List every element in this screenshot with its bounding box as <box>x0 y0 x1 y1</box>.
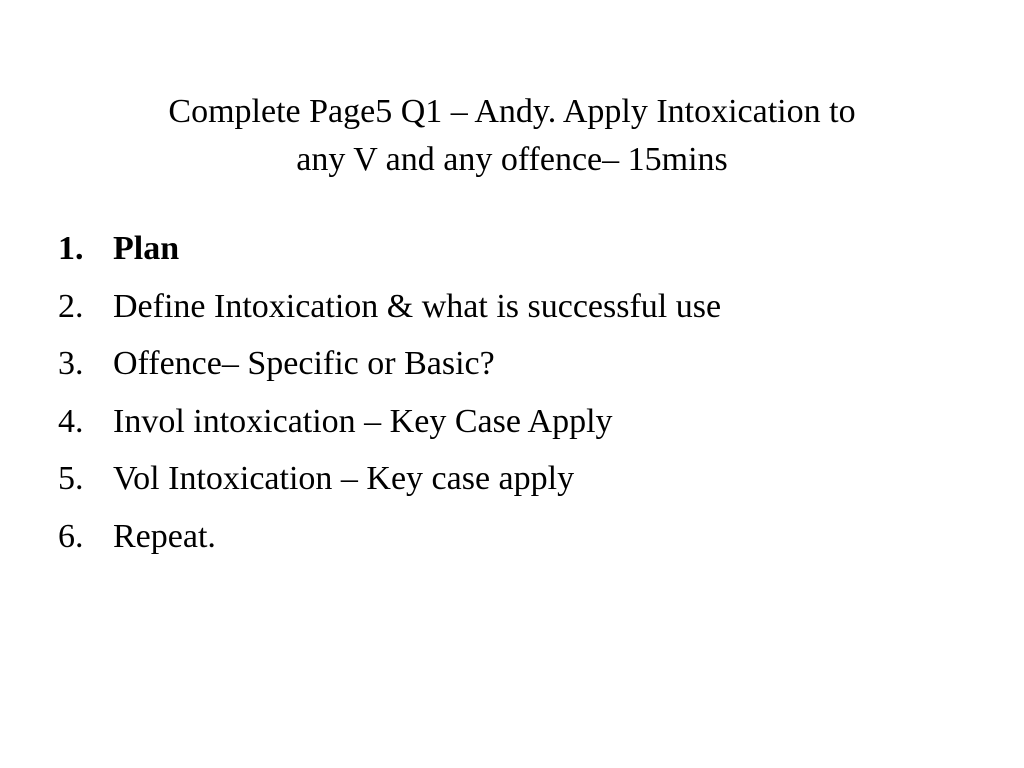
task-list <box>58 230 958 575</box>
list-item-text: Repeat. <box>113 517 216 555</box>
list-item <box>58 460 958 498</box>
list-item-text: Invol intoxication – Key Case Apply <box>113 402 613 440</box>
list-item <box>58 345 958 383</box>
list-item <box>58 518 958 556</box>
list-item-number: 1. <box>58 230 84 267</box>
list-item-text: Define Intoxication & what is successful use <box>113 287 722 325</box>
list-item-number: 3. <box>58 345 84 382</box>
list-item <box>58 403 958 441</box>
list-item <box>58 230 958 268</box>
slide-title <box>60 88 964 184</box>
slide-title-line-2: any V and any offence– 15mins <box>296 141 728 178</box>
list-item <box>58 288 958 326</box>
list-item-number: 4. <box>58 402 84 440</box>
list-item-text: Offence– Specific or Basic? <box>113 345 495 382</box>
list-item-number: 6. <box>58 517 84 555</box>
list-item-text: Plan <box>113 230 180 267</box>
list-item-text: Vol Intoxication – Key case apply <box>113 460 575 497</box>
list-item-number: 2. <box>58 287 84 325</box>
list-item-number: 5. <box>58 460 84 497</box>
slide-title-line-1: Complete Page5 Q1 – Andy. Apply Intoxication to <box>168 93 856 130</box>
